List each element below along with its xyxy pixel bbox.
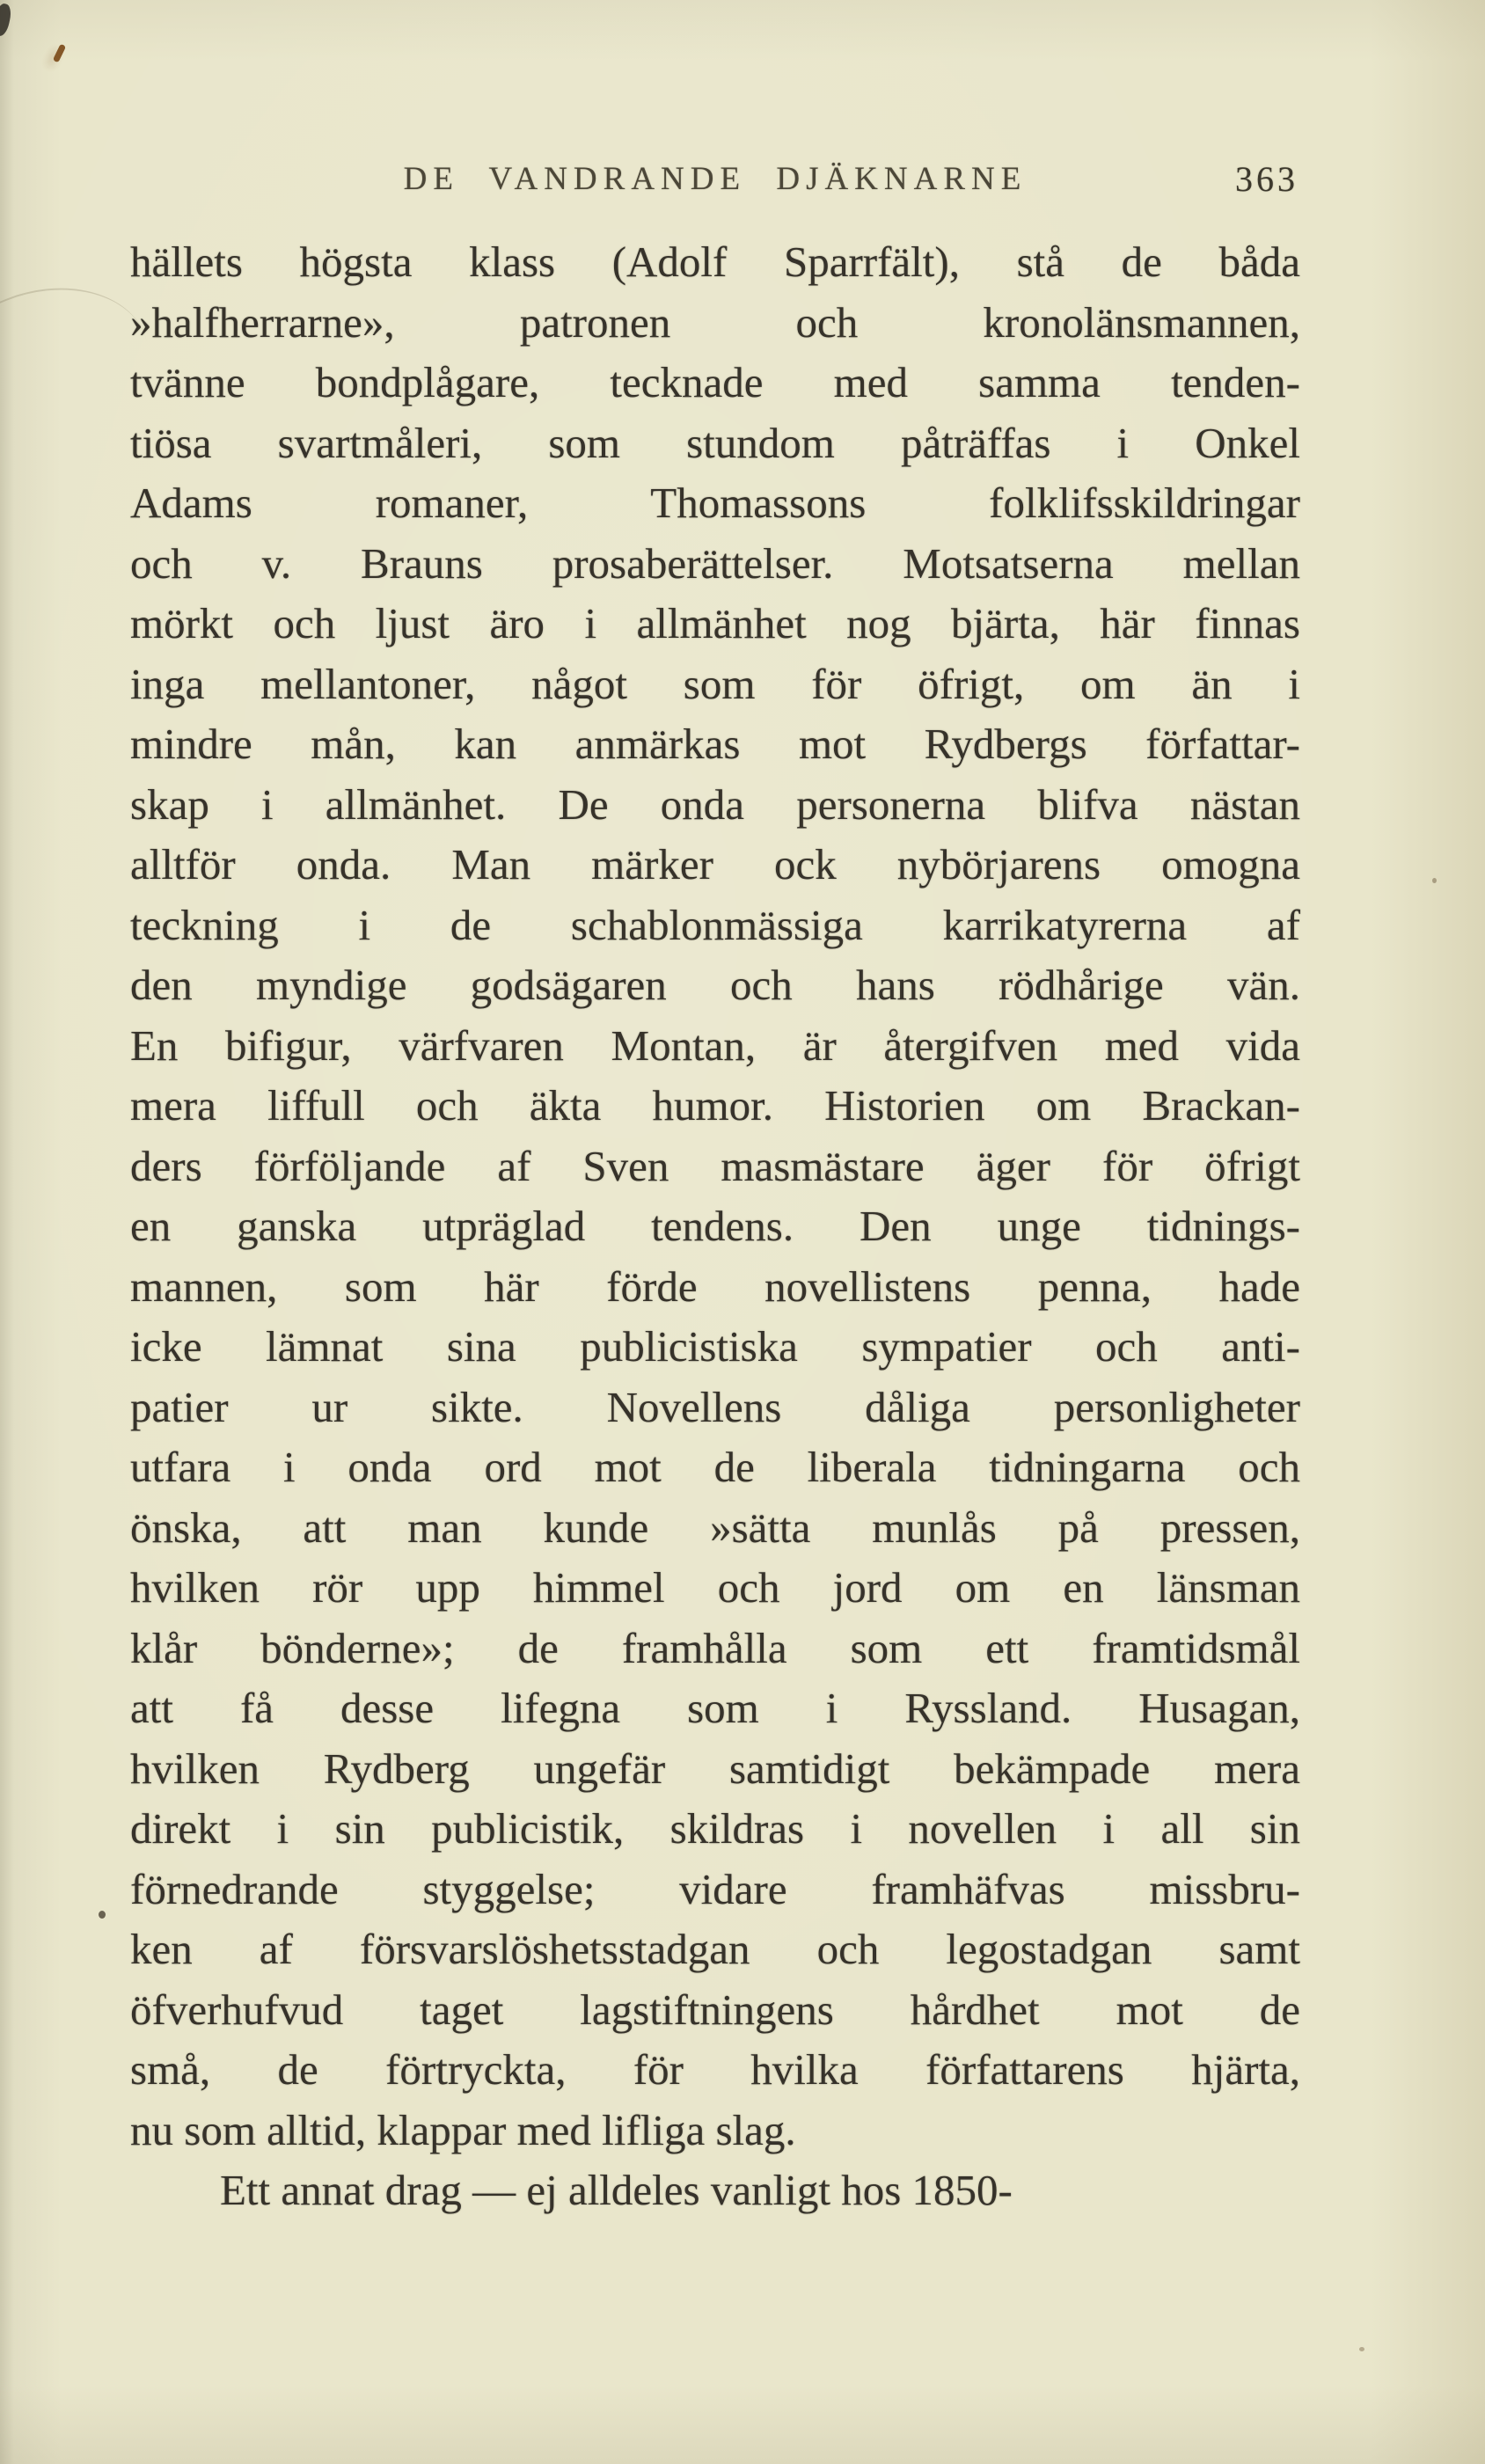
- page-header: [130, 160, 1300, 204]
- text-line: hvilken Rydberg ungefär samtidigt bekämpade mera: [130, 1744, 1300, 1793]
- paragraph: [130, 2161, 1300, 2221]
- text-line: alltför onda. Man märker ock nybörjarens omogna: [130, 840, 1300, 888]
- scan-speck: [1359, 2347, 1364, 2351]
- text-line: tiösa svartmåleri, som stundom påträffas i Onkel: [130, 418, 1300, 467]
- scan-corner-mark: [0, 3, 13, 38]
- text-line: teckning i de schablonmässiga karrikatyrerna af: [130, 900, 1300, 949]
- text-line: direkt i sin publicistik, skildras i novellen i all sin: [130, 1804, 1300, 1853]
- text-line: utfara i onda ord mot de liberala tidningarna och: [130, 1443, 1300, 1491]
- text-line: den myndige godsägaren och hans rödhårige vän.: [130, 961, 1300, 1009]
- text-line: att få desse lifegna som i Ryssland. Husagan,: [130, 1684, 1300, 1732]
- running-title: DE VANDRANDE DJÄKNARNE: [403, 161, 1028, 197]
- text-line: öfverhufvud taget lagstiftningens hårdhet mot de: [130, 1985, 1300, 2034]
- text-line: önska, att man kunde »sätta munlås på pressen,: [130, 1503, 1300, 1552]
- paragraph: [130, 232, 1300, 2161]
- text-line: patier ur sikte. Novellens dåliga personligheter: [130, 1382, 1300, 1431]
- margin-ink-dot: [99, 1911, 106, 1919]
- text-line: och v. Brauns prosaberättelser. Motsatserna mellan: [130, 538, 1300, 588]
- text-line: förnedrande styggelse; vidare framhäfvas missbru-: [130, 1864, 1300, 1913]
- text-line: »halfherrarne», patronen och kronolänsmannen,: [130, 297, 1300, 347]
- text-line: mörkt och ljust äro i allmänhet nog bjärta, här finnas: [130, 599, 1300, 647]
- text-line: mannen, som här förde novellistens penna, hade: [130, 1261, 1300, 1311]
- text-line: skap i allmänhet. De onda personerna blifva nästan: [130, 779, 1300, 829]
- text-line: små, de förtryckta, för hvilka författarens hjärta,: [130, 2045, 1300, 2094]
- text-line: En bifigur, värfvaren Montan, är återgifven med vida: [130, 1020, 1300, 1070]
- text-line: ken af försvarslöshetsstadgan och legostadgan samt: [130, 1925, 1300, 1973]
- text-block: [130, 232, 1300, 2221]
- text-line: hvilken rör upp himmel och jord om en länsman: [130, 1563, 1300, 1612]
- text-line: hällets högsta klass (Adolf Sparrfält), stå de båda: [130, 238, 1300, 286]
- text-line: inga mellantoner, något som för öfrigt, om än i: [130, 659, 1300, 708]
- text-line: tvänne bondplågare, tecknade med samma tenden-: [130, 358, 1300, 406]
- text-line: nu som alltid, klappar med lifliga slag.: [130, 2105, 796, 2154]
- text-line: Ett annat drag — ej alldeles vanligt hos 1850-: [220, 2166, 1013, 2214]
- text-line: mera liffull och äkta humor. Historien om Brackan-: [130, 1081, 1300, 1130]
- page-number: 363: [1235, 159, 1298, 199]
- text-line: icke lämnat sina publicistiska sympatier och anti-: [130, 1322, 1300, 1371]
- text-line: mindre mån, kan anmärkas mot Rydbergs författar-: [130, 720, 1300, 768]
- rust-fleck-speck: [53, 44, 66, 63]
- text-line: en ganska utpräglad tendens. Den unge tidnings-: [130, 1202, 1300, 1250]
- text-line: ders förföljande af Sven masmästare äger för öfrigt: [130, 1141, 1300, 1190]
- scan-speck: [1432, 878, 1437, 883]
- text-line: klår bönderne»; de framhålla som ett framtidsmål: [130, 1623, 1300, 1672]
- text-line: Adams romaner, Thomassons folklifsskildringar: [130, 479, 1300, 527]
